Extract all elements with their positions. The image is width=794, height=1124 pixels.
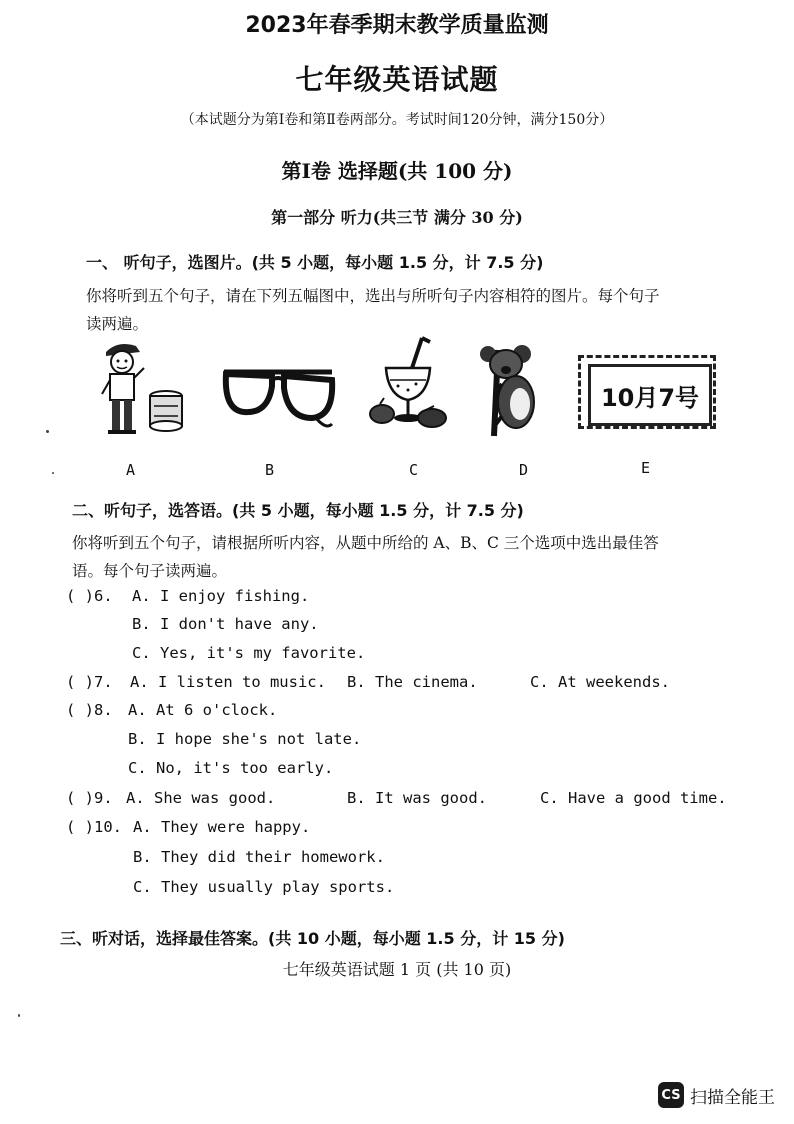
question-8-option-b: B. I hope she's not late. <box>128 730 362 748</box>
question-10-number: ( )10. <box>66 818 122 836</box>
watermark-text: 扫描全能王 <box>690 1087 775 1108</box>
picture-label-e: E <box>641 459 651 477</box>
question-6-option-a: A. I enjoy fishing. <box>132 587 310 605</box>
question-6-option-c: C. Yes, it's my favorite. <box>132 644 366 662</box>
picture-label-b: B <box>265 461 275 479</box>
glasses-icon <box>220 366 338 434</box>
question-9-option-c: C. Have a good time. <box>540 789 727 807</box>
juice-and-fruit-icon <box>364 334 450 434</box>
question-7-option-a: A. I listen to music. <box>130 673 326 691</box>
question-8-option-c: C. No, it's too early. <box>128 759 334 777</box>
question-8-number: ( )8. <box>66 701 113 719</box>
question-7-number: ( )7. <box>66 673 113 691</box>
boy-with-cake-icon <box>96 338 186 440</box>
question-10-option-a: A. They were happy. <box>133 818 311 836</box>
part-heading: 第一部分 听力(共三节 满分 30 分) <box>271 208 523 227</box>
question-9-number: ( )9. <box>66 789 113 807</box>
stamp-text: 10月7号 <box>588 364 712 426</box>
question-6-option-b: B. I don't have any. <box>132 615 319 633</box>
page-footer: 七年级英语试题 1 页 (共 10 页) <box>282 960 512 979</box>
question-6-number: ( )6. <box>66 587 113 605</box>
question-10-option-b: B. They did their homework. <box>133 848 385 866</box>
picture-label-d: D <box>519 461 529 479</box>
scan-speck <box>52 472 54 474</box>
question-7-option-c: C. At weekends. <box>530 673 670 691</box>
question-10-option-c: C. They usually play sports. <box>133 878 395 896</box>
camscanner-logo-icon: CS <box>658 1082 684 1108</box>
picture-label-c: C <box>409 461 419 479</box>
question-7-option-b: B. The cinema. <box>347 673 478 691</box>
section1-instruction-2: 读两遍。 <box>86 315 149 333</box>
question-9-option-a: A. She was good. <box>126 789 276 807</box>
date-stamp-icon <box>578 355 716 429</box>
section2-instruction-2: 语。每个句子读两遍。 <box>72 562 228 580</box>
section1-instruction-1: 你将听到五个句子，请在下列五幅图中，选出与所听句子内容相符的图片。每个句子 <box>86 287 660 305</box>
section3-heading: 三、听对话，选择最佳答案。(共 10 小题，每小题 1.5 分，计 15 分) <box>60 929 565 948</box>
page-title: 七年级英语试题 <box>295 63 499 96</box>
section2-heading: 二、听句子，选答语。(共 5 小题，每小题 1.5 分，计 7.5 分) <box>72 501 524 520</box>
section1-heading: 一、 听句子，选图片。(共 5 小题，每小题 1.5 分，计 7.5 分) <box>86 253 544 272</box>
exam-note: （本试题分为第Ⅰ卷和第Ⅱ卷两部分。考试时间120分钟，满分150分） <box>180 112 614 128</box>
question-8-option-a: A. At 6 o'clock. <box>128 701 278 719</box>
scanner-watermark <box>658 1082 775 1108</box>
koala-icon <box>478 340 540 438</box>
picture-label-a: A <box>126 461 136 479</box>
volume-heading: 第Ⅰ卷 选择题(共 100 分) <box>281 159 513 183</box>
question-9-option-b: B. It was good. <box>347 789 487 807</box>
scan-speck <box>18 1014 20 1017</box>
scan-speck <box>46 430 49 433</box>
exam-name: 2023年春季期末教学质量监测 <box>245 13 549 38</box>
section2-instruction-1: 你将听到五个句子，请根据所听内容，从题中所给的 A、B、C 三个选项中选出最佳答 <box>72 534 659 552</box>
